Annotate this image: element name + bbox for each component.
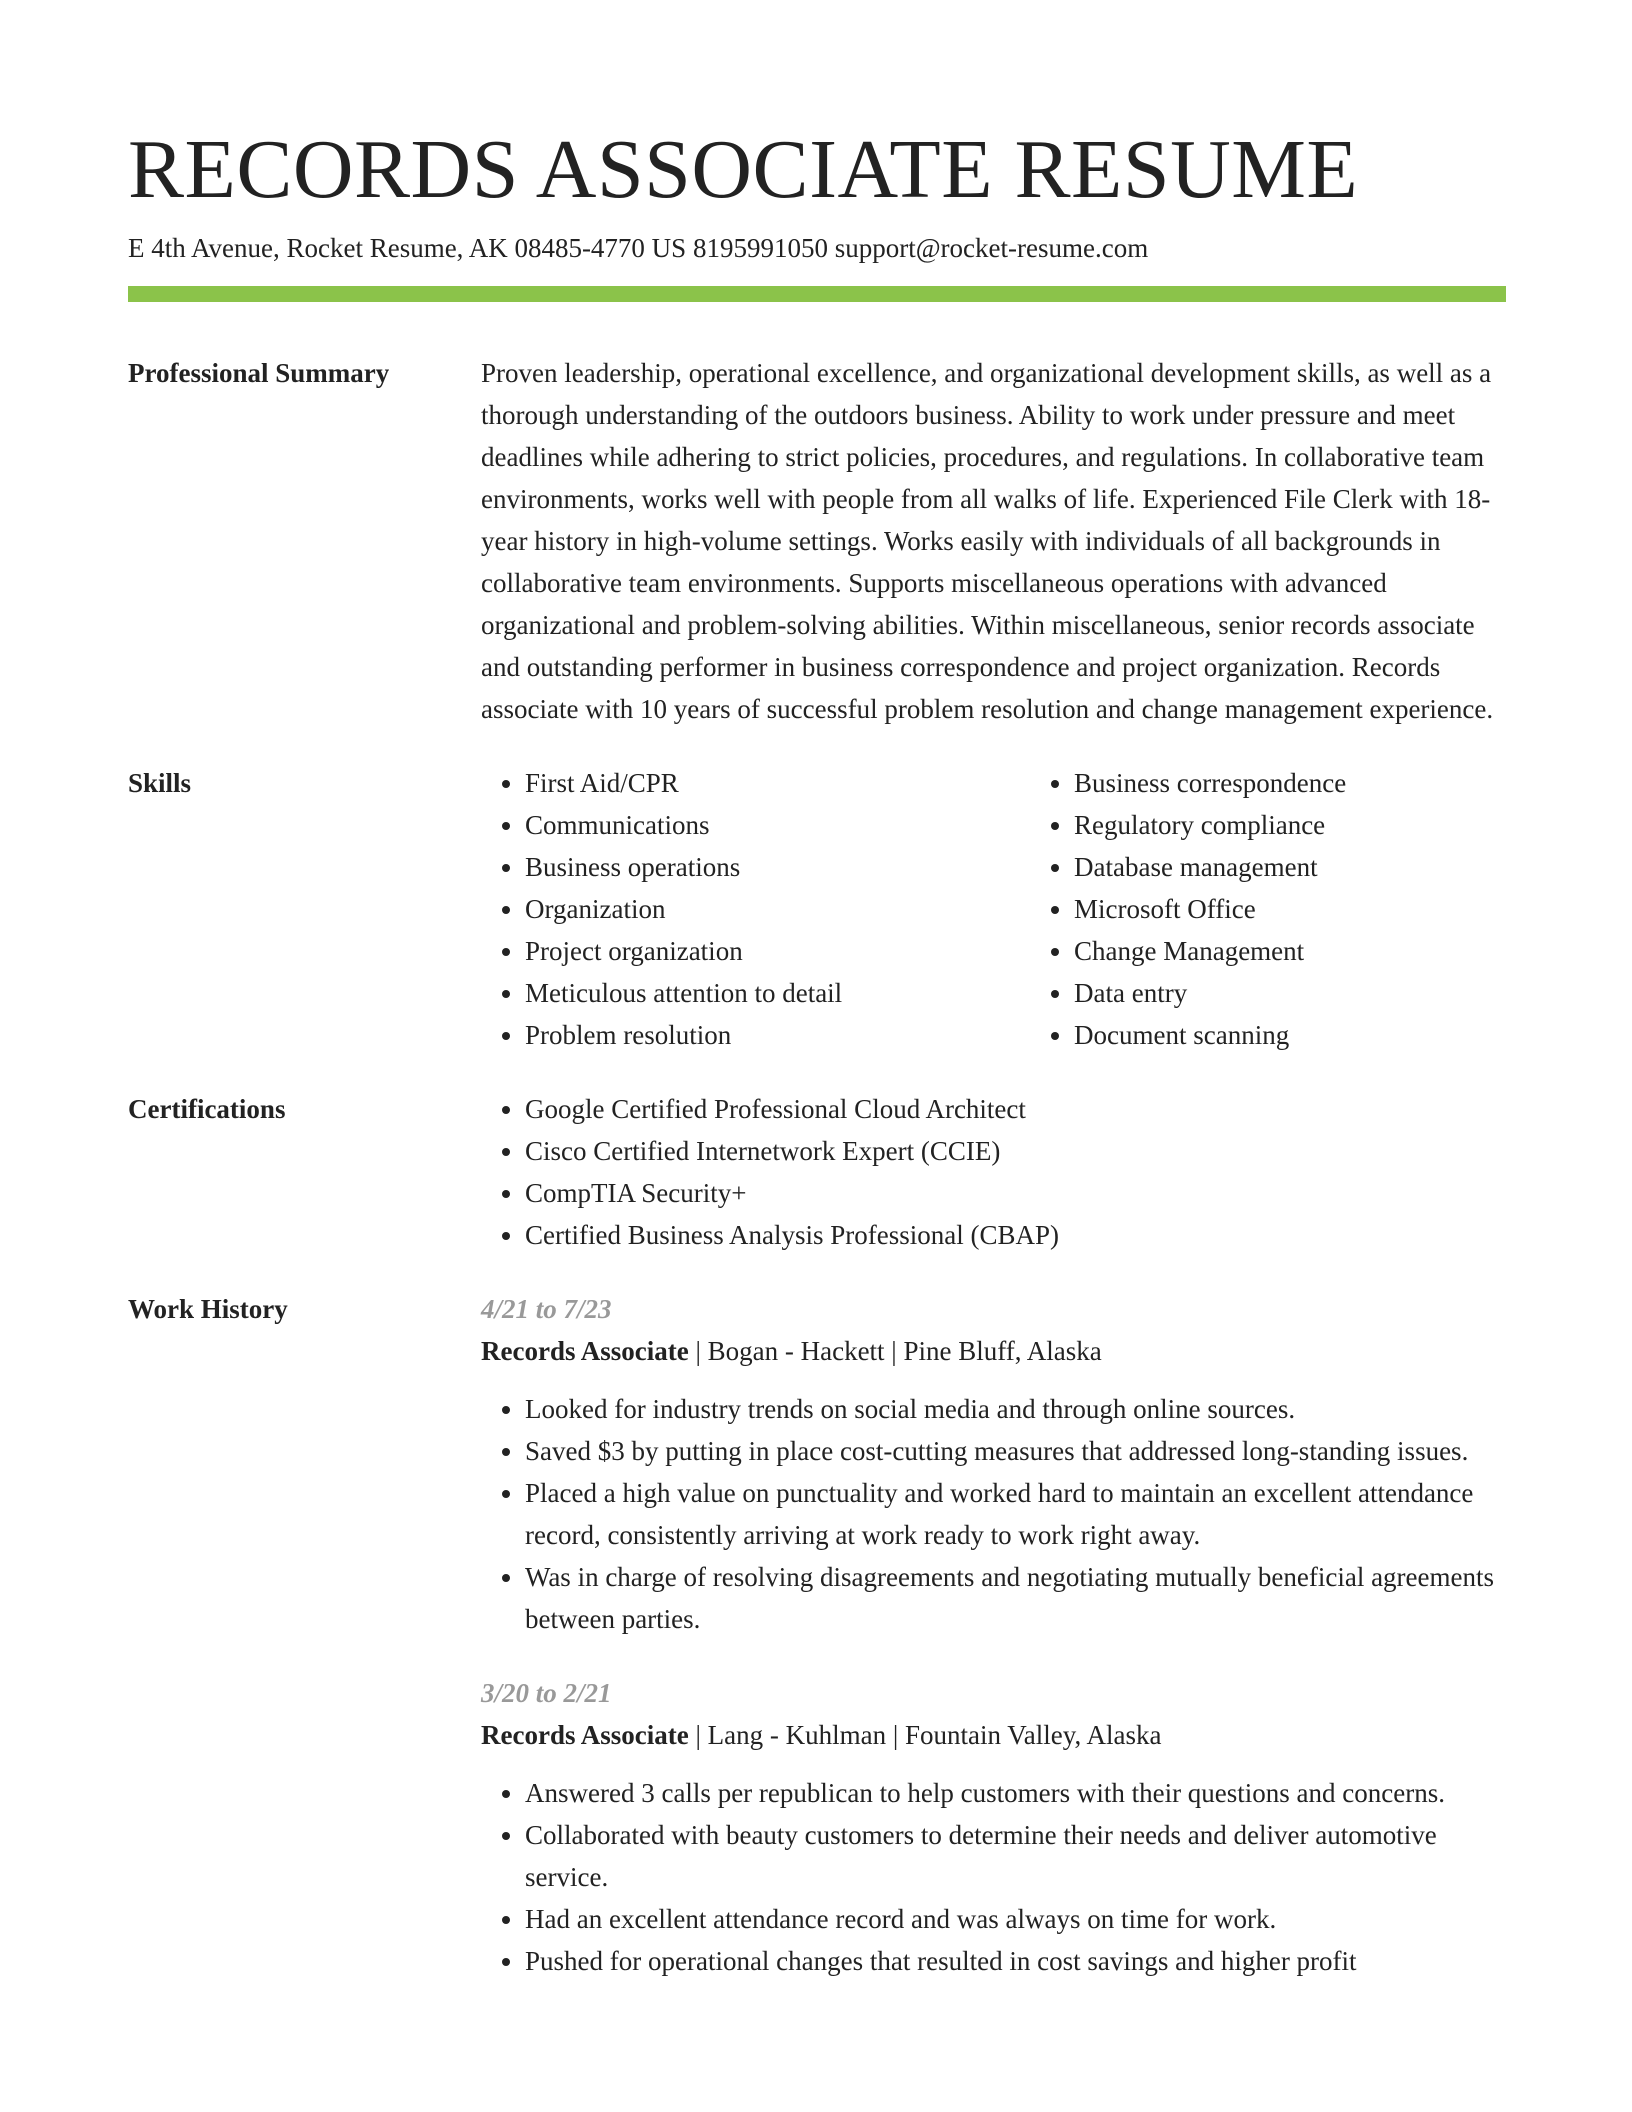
job-bullet: • Answered 3 calls per republican to help customers with their questions and concerns. (525, 1772, 1506, 1814)
section-label-skills: Skills (128, 768, 192, 798)
skill-item: • Communications (525, 804, 1030, 846)
job-bullet-list (481, 1772, 1506, 1982)
skill-item: • Meticulous attention to detail (525, 972, 1030, 1014)
job-details: | Bogan - Hackett | Pine Bluff, Alaska (688, 1336, 1102, 1366)
skill-item: • Regulatory compliance (1074, 804, 1579, 846)
job-bullet: • Placed a high value on punctuality and worked hard to maintain an excellent attendance record, consistently arriving at work ready to work right away. (525, 1472, 1506, 1556)
job-title: Records Associate (481, 1720, 689, 1750)
skill-item: • Microsoft Office (1074, 888, 1579, 930)
professional-summary-section (128, 352, 1506, 730)
job-bullet: • Looked for industry trends on social media and through online sources. (525, 1388, 1506, 1430)
resume-title: RECORDS ASSOCIATE RESUME (128, 123, 1359, 216)
work-history-section (128, 1288, 1506, 1982)
skill-item: • Change Management (1074, 930, 1579, 972)
job-title: Records Associate (481, 1336, 689, 1366)
certification-item: • Cisco Certified Internetwork Expert (CCIE) (525, 1130, 1506, 1172)
work-history-body (481, 1288, 1506, 1982)
job-dates: 3/20 to 2/21 (481, 1678, 612, 1708)
skill-item: • Database management (1074, 846, 1579, 888)
skills-list-left (481, 762, 1030, 1056)
job-dates: 4/21 to 7/23 (481, 1294, 612, 1324)
section-label-summary: Professional Summary (128, 358, 390, 388)
certification-item: • Certified Business Analysis Professional (CBAP) (525, 1214, 1506, 1256)
job-bullet: • Was in charge of resolving disagreements and negotiating mutually beneficial agreements between parties. (525, 1556, 1506, 1640)
section-label-work-history: Work History (128, 1294, 288, 1324)
job-entry (481, 1672, 1506, 1982)
certifications-section (128, 1088, 1506, 1256)
skills-columns (481, 762, 1579, 1056)
certification-item: • Google Certified Professional Cloud Architect (525, 1088, 1506, 1130)
job-bullet: • Had an excellent attendance record and was always on time for work. (525, 1898, 1506, 1940)
job-bullet: • Collaborated with beauty customers to determine their needs and deliver automotive service. (525, 1814, 1506, 1898)
skill-item: • Project organization (525, 930, 1030, 972)
job-details: | Lang - Kuhlman | Fountain Valley, Alaska (688, 1720, 1162, 1750)
job-heading (481, 1330, 1506, 1372)
contact-line: E 4th Avenue, Rocket Resume, AK 08485-4770 US 8195991050 support@rocket-resume.com (128, 233, 1149, 263)
skill-item: • First Aid/CPR (525, 762, 1030, 804)
job-entry (481, 1288, 1506, 1640)
certification-item: • CompTIA Security+ (525, 1172, 1506, 1214)
skill-item: • Business correspondence (1074, 762, 1579, 804)
summary-text: Proven leadership, operational excellence, and organizational development skills, as well as a thorough understanding of the outdoors business. Ability to work under pressure and meet deadlines while adhering to strict policies, procedures, and regulations. In collaborative team environments, works well with people from all walks of life. Experienced File Clerk with 18-year history in high-volume settings. Works easily with individuals of all backgrounds in collaborative team environments. Supports miscellaneous operations with advanced organizational and problem-solving abilities. Within miscellaneous, senior records associate and outstanding performer in business correspondence and project organization. Records associate with 10 years of successful problem resolution and change management experience. (481, 358, 1494, 724)
resume-page (128, 120, 1506, 1982)
skill-item: • Document scanning (1074, 1014, 1579, 1056)
skills-list-right (1030, 762, 1579, 1056)
job-bullet-list (481, 1388, 1506, 1640)
certifications-list (481, 1088, 1506, 1256)
job-bullet: • Saved $3 by putting in place cost-cutting measures that addressed long-standing issues. (525, 1430, 1506, 1472)
accent-divider (128, 286, 1506, 302)
job-bullet: • Pushed for operational changes that resulted in cost savings and higher profit (525, 1940, 1506, 1982)
section-label-certifications: Certifications (128, 1094, 286, 1124)
job-heading (481, 1714, 1506, 1756)
certifications-body (481, 1088, 1506, 1256)
skill-item: • Organization (525, 888, 1030, 930)
skill-item: • Problem resolution (525, 1014, 1030, 1056)
skill-item: • Business operations (525, 846, 1030, 888)
skills-section (128, 762, 1506, 1056)
skill-item: • Data entry (1074, 972, 1579, 1014)
